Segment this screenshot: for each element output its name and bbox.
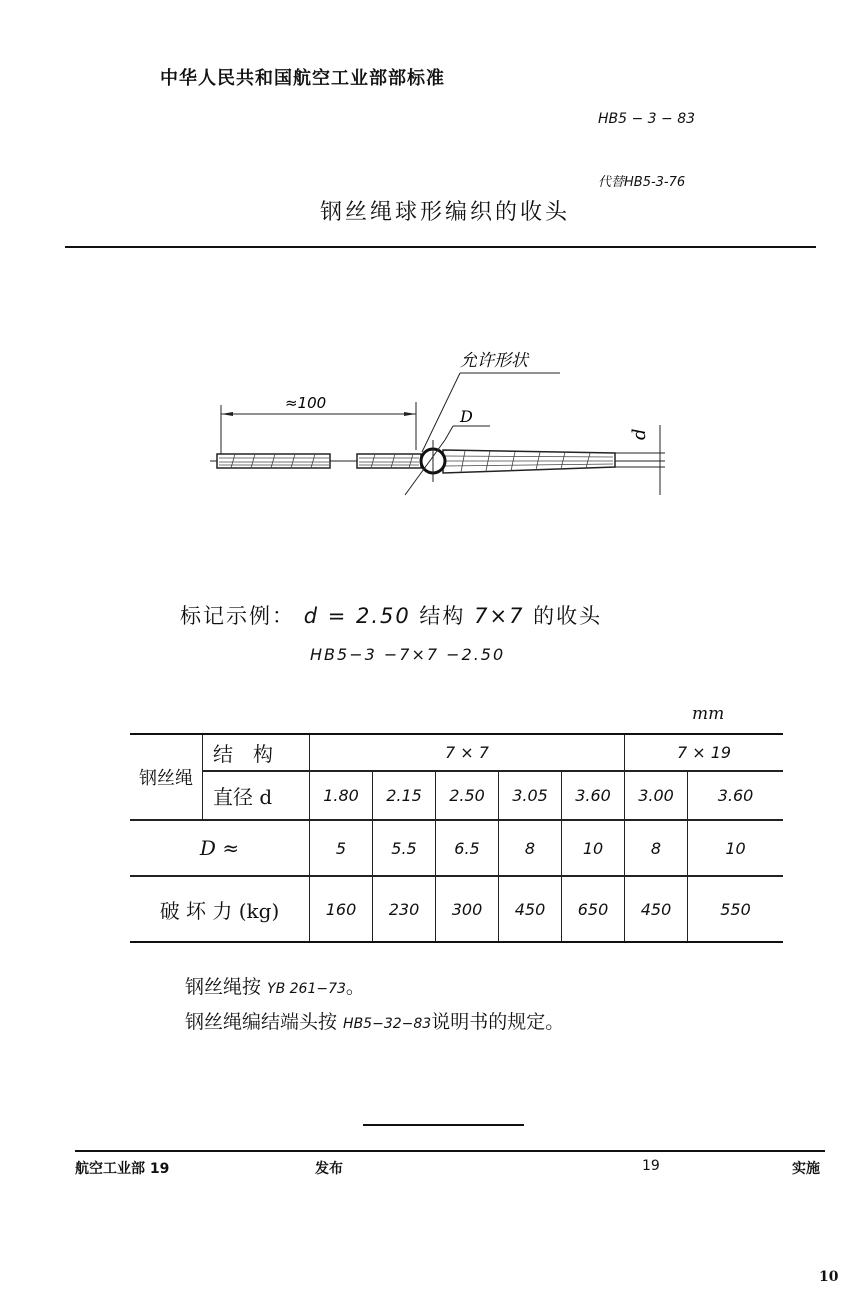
note2-code: HB5−32−83 (343, 1016, 432, 1032)
d-cell: 3.05 (499, 771, 562, 820)
D-cell: 8 (625, 820, 688, 876)
force-cell: 450 (625, 876, 688, 942)
D-cell: 10 (688, 820, 784, 876)
breaking-force-label: 破 坏 力 (kg) (130, 876, 310, 942)
force-cell: 550 (688, 876, 784, 942)
table-row-ball-diameter (130, 820, 783, 876)
note1-prefix: 钢丝绳按 (185, 976, 268, 998)
allowed-shape-label: 允许形状 (460, 351, 528, 371)
D-cell: 8 (499, 820, 562, 876)
table-row-diameter (130, 771, 783, 820)
replaces-standard: 代替HB5-3-76 (598, 175, 686, 190)
force-cell: 230 (373, 876, 436, 942)
D-cell: 5 (310, 820, 373, 876)
force-cell: 450 (499, 876, 562, 942)
length-label: ≈100 (285, 394, 327, 412)
structure-7x7: 7 × 7 (310, 734, 625, 771)
footer-issuer: 航空工业部 19 (75, 1161, 170, 1177)
d-cell: 3.60 (562, 771, 625, 820)
rope-diameter-label: d (629, 428, 650, 440)
note2-suffix: 说明书的规定。 (431, 1011, 565, 1033)
note2-prefix: 钢丝绳编结端头按 (185, 1011, 344, 1033)
table-row-structure (130, 734, 783, 771)
document-title: 钢丝绳球形编织的收头 (320, 200, 571, 225)
marking-suffix: 的收头 (533, 604, 603, 628)
organization-header: 中华人民共和国航空工业部部标准 (160, 68, 445, 89)
d-cell: 2.50 (436, 771, 499, 820)
marking-structure-value: 7×7 (474, 604, 525, 628)
end-rule (363, 1124, 524, 1126)
marking-code: HB5−3 −7×7 −2.50 (310, 645, 506, 664)
structure-7x19: 7 × 19 (625, 734, 784, 771)
D-cell: 6.5 (436, 820, 499, 876)
force-cell: 650 (562, 876, 625, 942)
structure-label: 结 构 (203, 734, 310, 771)
d-cell: 3.60 (688, 771, 784, 820)
spec-table (130, 733, 783, 943)
marking-structure-text: 结构 (419, 604, 466, 628)
unit-label: mm (692, 704, 725, 724)
D-cell: 5.5 (373, 820, 436, 876)
marking-label: 标记示例： (180, 604, 295, 628)
d-cell: 2.15 (373, 771, 436, 820)
page-number: 10 (819, 1269, 839, 1285)
rope-group-label: 钢丝绳 (130, 734, 203, 820)
d-cell: 3.00 (625, 771, 688, 820)
note1-suffix: 。 (345, 976, 365, 998)
D-cell: 10 (562, 820, 625, 876)
ball-diameter-row-label: D ≈ (130, 820, 310, 876)
ball-diameter-label: D (460, 407, 473, 426)
footer-year: 19 (642, 1158, 660, 1174)
rope-drawing (205, 340, 675, 500)
d-cell: 1.80 (310, 771, 373, 820)
note1-code: YB 261−73 (267, 981, 346, 997)
rope-ball-end-diagram (205, 340, 675, 500)
force-cell: 300 (436, 876, 499, 942)
table-row-breaking-force (130, 876, 783, 942)
note-rope-standard (185, 972, 365, 999)
force-cell: 160 (310, 876, 373, 942)
diameter-label: 直径 d (203, 771, 310, 820)
footer-implemented: 实施 (792, 1161, 820, 1177)
footer-rule (75, 1150, 825, 1152)
note-end-standard (185, 1007, 564, 1034)
footer-issued: 发布 (315, 1161, 343, 1177)
marking-example (180, 600, 602, 630)
header-rule (65, 246, 816, 248)
standard-number: HB5 − 3 − 83 (598, 111, 696, 127)
marking-d: d = 2.50 (303, 604, 411, 628)
